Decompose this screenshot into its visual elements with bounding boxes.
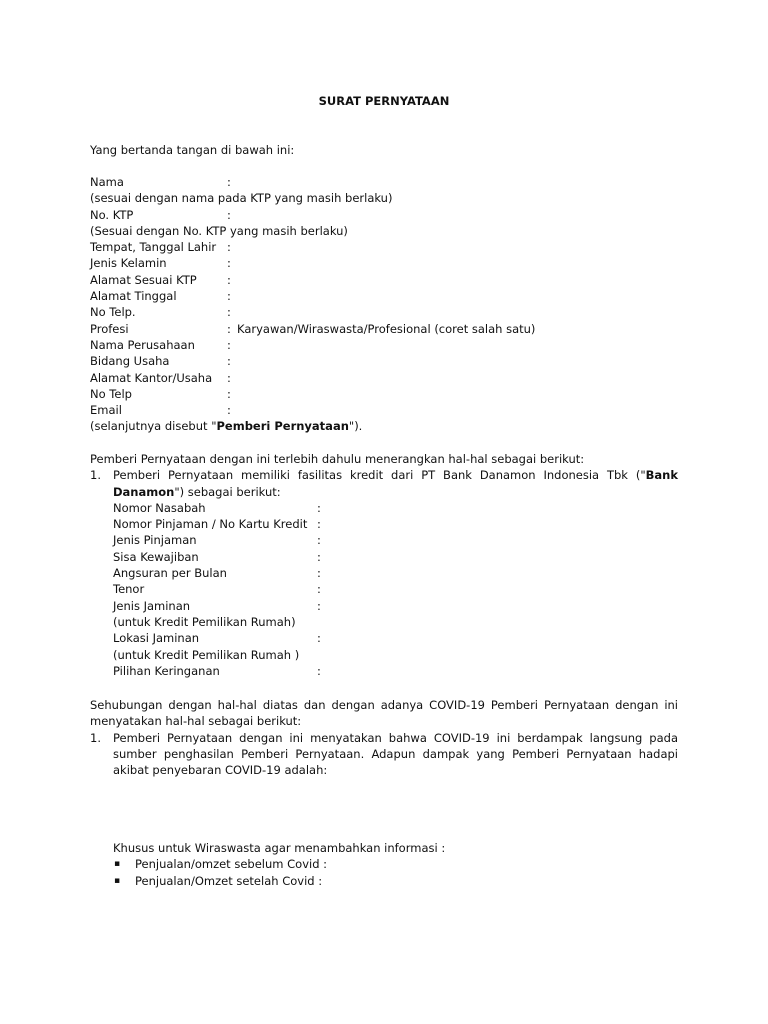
credit-field-row bbox=[90, 630, 678, 646]
field-colon: : bbox=[227, 321, 231, 336]
credit-field-label: Jenis Pinjaman bbox=[113, 533, 197, 548]
intro-text: Yang bertanda tangan di bawah ini: bbox=[90, 143, 295, 157]
field-colon: : bbox=[227, 240, 231, 255]
item-text-prefix: Pemberi Pernyataan memiliki fasilitas kredit dari PT Bank Danamon Indonesia Tbk (" bbox=[113, 468, 646, 483]
hereinafter-prefix: (selanjutnya disebut " bbox=[90, 419, 217, 434]
hereinafter-bold: Pemberi Pernyataan bbox=[216, 419, 349, 434]
field-colon: : bbox=[227, 289, 231, 304]
field-colon: : bbox=[227, 337, 231, 352]
field-row bbox=[90, 174, 678, 190]
credit-field-label: Nomor Nasabah bbox=[113, 500, 206, 515]
item-text bbox=[113, 467, 678, 500]
credit-field-label: Lokasi Jaminan bbox=[113, 631, 200, 646]
field-colon: : bbox=[227, 386, 231, 401]
credit-field-colon: : bbox=[317, 517, 321, 532]
credit-field-row bbox=[90, 532, 678, 548]
field-colon: : bbox=[227, 354, 231, 369]
field-label: Alamat Sesuai KTP bbox=[90, 272, 197, 287]
bank-name: Bank Danamon bbox=[113, 468, 678, 499]
field-note: (Sesuai dengan No. KTP yang masih berlaku) bbox=[90, 223, 348, 238]
bullet-square-icon: ▪ bbox=[114, 875, 121, 886]
field-label: Profesi bbox=[90, 321, 129, 336]
field-row bbox=[90, 402, 678, 418]
field-colon: : bbox=[227, 207, 231, 222]
credit-note-text: (untuk Kredit Pemilikan Rumah ) bbox=[113, 647, 300, 662]
field-colon: : bbox=[227, 370, 231, 385]
section-1 bbox=[90, 451, 678, 679]
item-text-suffix: ") sebagai berikut: bbox=[174, 484, 281, 499]
section-2-item-1 bbox=[90, 730, 678, 779]
credit-field-row bbox=[90, 500, 678, 516]
credit-field-colon: : bbox=[317, 500, 321, 515]
credit-note-text: (untuk Kredit Pemilikan Rumah) bbox=[113, 614, 296, 629]
field-label: Nama Perusahaan bbox=[90, 337, 195, 352]
field-colon: : bbox=[227, 403, 231, 418]
item-number: 1. bbox=[90, 730, 101, 745]
field-label: No. KTP bbox=[90, 207, 134, 222]
document-title: SURAT PERNYATAAN bbox=[318, 94, 450, 108]
entrepreneur-section bbox=[90, 840, 678, 889]
credit-field-row bbox=[90, 598, 678, 614]
credit-field-row bbox=[90, 663, 678, 679]
field-row bbox=[90, 370, 678, 386]
section-1-lead: Pemberi Pernyataan dengan ini terlebih dahulu menerangkan hal-hal sebagai berikut: bbox=[90, 452, 585, 466]
section-2 bbox=[90, 697, 678, 778]
credit-field-label: Angsuran per Bulan bbox=[113, 566, 227, 581]
field-row bbox=[90, 321, 678, 337]
field-row bbox=[90, 386, 678, 402]
field-value: Karyawan/Wiraswasta/Profesional (coret salah satu) bbox=[237, 321, 536, 336]
credit-field-label: Tenor bbox=[113, 582, 145, 597]
bullet-text: Penjualan/omzet sebelum Covid : bbox=[135, 857, 328, 872]
field-label: Nama bbox=[90, 175, 124, 189]
field-note: (sesuai dengan nama pada KTP yang masih berlaku) bbox=[90, 191, 393, 206]
field-label: Email bbox=[90, 403, 122, 418]
field-row bbox=[90, 304, 678, 320]
field-colon: : bbox=[227, 305, 231, 320]
credit-field-label: Pilihan Keringanan bbox=[113, 663, 220, 678]
credit-fields bbox=[90, 500, 678, 679]
field-row bbox=[90, 207, 678, 223]
credit-field-colon: : bbox=[317, 598, 321, 613]
field-row bbox=[90, 288, 678, 304]
bullet-square-icon: ▪ bbox=[114, 859, 121, 870]
personal-fields bbox=[90, 174, 678, 435]
credit-field-row bbox=[90, 565, 678, 581]
field-label: Alamat Tinggal bbox=[90, 289, 177, 304]
credit-field-label: Jenis Jaminan bbox=[113, 598, 191, 613]
bullet-item bbox=[90, 856, 678, 872]
field-colon: : bbox=[227, 272, 231, 287]
field-row bbox=[90, 255, 678, 271]
section-2-lead: Sehubungan dengan hal-hal diatas dan dengan adanya COVID-19 Pemberi Pernyataan dengan ini menyatakan hal-hal sebagai berikut: bbox=[90, 698, 678, 729]
field-row bbox=[90, 239, 678, 255]
credit-field-row bbox=[90, 581, 678, 597]
credit-field-label: Sisa Kewajiban bbox=[113, 549, 199, 564]
field-colon: : bbox=[227, 175, 231, 189]
field-label: No Telp bbox=[90, 386, 132, 401]
field-label: Bidang Usaha bbox=[90, 354, 170, 369]
credit-field-colon: : bbox=[317, 549, 321, 564]
field-label: Tempat, Tanggal Lahir bbox=[90, 240, 217, 255]
bullet-item bbox=[90, 873, 678, 889]
field-row bbox=[90, 353, 678, 369]
sales-bullets bbox=[90, 856, 678, 889]
field-row bbox=[90, 337, 678, 353]
entrepreneur-note: Khusus untuk Wiraswasta agar menambahkan informasi : bbox=[113, 841, 446, 855]
field-label: Jenis Kelamin bbox=[90, 256, 167, 271]
item-number: 1. bbox=[90, 468, 101, 483]
entrepreneur-note-line bbox=[90, 840, 678, 856]
section-1-item-1 bbox=[90, 467, 678, 500]
field-colon: : bbox=[227, 256, 231, 271]
credit-field-row bbox=[90, 516, 678, 532]
field-row bbox=[90, 272, 678, 288]
credit-field-colon: : bbox=[317, 566, 321, 581]
credit-field-colon: : bbox=[317, 663, 321, 678]
credit-field-row bbox=[90, 549, 678, 565]
credit-field-note bbox=[90, 647, 678, 663]
credit-field-colon: : bbox=[317, 533, 321, 548]
bullet-text: Penjualan/Omzet setelah Covid : bbox=[135, 873, 323, 888]
credit-field-colon: : bbox=[317, 631, 321, 646]
credit-field-label: Nomor Pinjaman / No Kartu Kredit bbox=[113, 517, 308, 532]
credit-field-note bbox=[90, 614, 678, 630]
field-label: Alamat Kantor/Usaha bbox=[90, 370, 213, 385]
hereinafter-clause bbox=[90, 418, 678, 434]
credit-field-colon: : bbox=[317, 582, 321, 597]
impact-statement: Pemberi Pernyataan dengan ini menyatakan bahwa COVID-19 ini berdampak langsung pada sumber penghasilan Pemberi Pernyataan. Adapun dampak yang Pemberi Pernyataan hadapi akibat penyebaran COVID-19 adalah: bbox=[113, 730, 678, 778]
field-label: No Telp. bbox=[90, 305, 136, 320]
hereinafter-suffix: "). bbox=[348, 419, 363, 434]
